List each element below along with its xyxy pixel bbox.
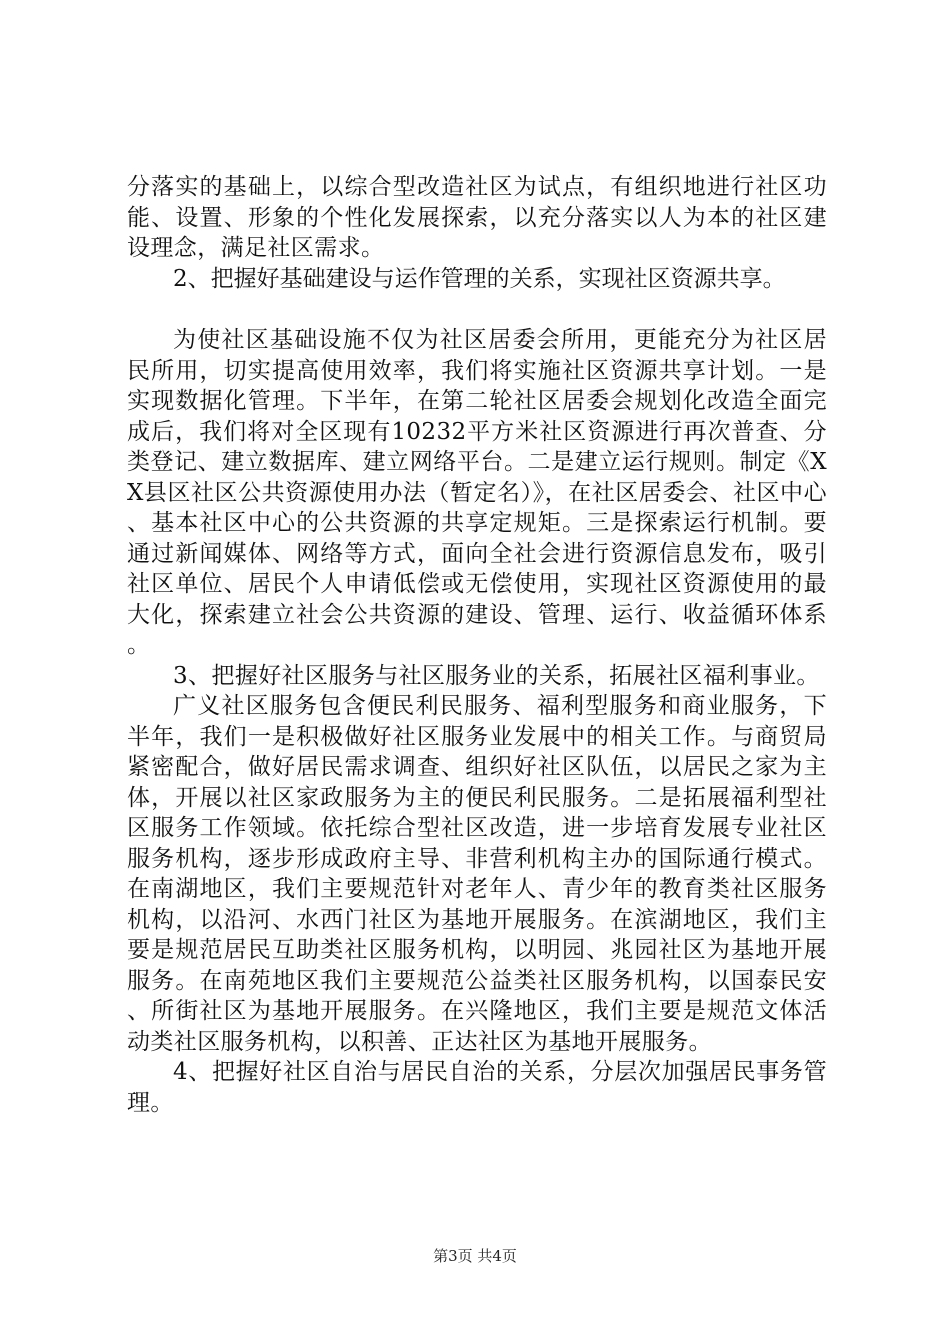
section-heading-4: 4、把握好社区自治与居民自治的关系，分层次加强居民事务管理。 xyxy=(127,1059,827,1116)
section-heading-3: 3、把握好社区服务与社区服务业的关系，拓展社区福利事业。 xyxy=(173,662,820,689)
paragraph-community-services: 广义社区服务包含便民利民服务、福利型服务和商业服务，下半年，我们一是积极做好社区服务业发展中的相关工作。与商贸局紧密配合，做好居民需求调查、组织好社区队伍，以居民之家为主体，开展以社区家政服务为主的便民利民服务。二是拓展福利型社区服务工作领域。依托综合型社区改造，进一步培育发展专业社区服务机构，逐步形成政府主导、非营利机构主办的国际通行模式。在南湖地区，我们主要规范针对老年人、青少年的教育类社区服务机构，以沿河、水西门社区为基地开展服务。在滨湖地区，我们主要是规范居民互助类社区服务机构，以明园、兆园社区为基地开展服务。在南苑地区我们主要规范公益类社区服务机构，以国泰民安、所街社区为基地开展服务。在兴隆地区，我们主要是规范文体活动类社区服务机构，以积善、正达社区为基地开展服务。 xyxy=(127,693,827,1055)
paragraph-resource-sharing: 为使社区基础设施不仅为社区居委会所用，更能充分为社区居民所用，切实提高使用效率，我们将实施社区资源共享计划。一是实现数据化管理。下半年，在第二轮社区居委会规划化改造全面完成后，我们将对全区现有10232平方米社区资源进行再次普查、分类登记、建立数据库、建立网络平台。二是建立运行规则。制定《XX县区社区公共资源使用办法（暂定名）》，在社区居委会、社区中心、基本社区中心的公共资源的共享定规矩。三是探索运行机制。要通过新闻媒体、网络等方式，面向全社会进行资源信息发布，吸引社区单位、居民个人申请低偿或无偿使用，实现社区资源使用的最大化，探索建立社会公共资源的建设、管理、运行、收益循环体系。 xyxy=(127,327,827,658)
page-footer: 第3页 共4页 xyxy=(433,1247,517,1265)
paragraph-continued: 分落实的基础上，以综合型改造社区为试点，有组织地进行社区功能、设置、形象的个性化发展探索，以充分落实以人为本的社区建设理念，满足社区需求。 xyxy=(127,174,827,261)
section-heading-2: 2、把握好基础建设与运作管理的关系，实现社区资源共享。 xyxy=(173,265,786,292)
document-body xyxy=(127,172,827,1118)
